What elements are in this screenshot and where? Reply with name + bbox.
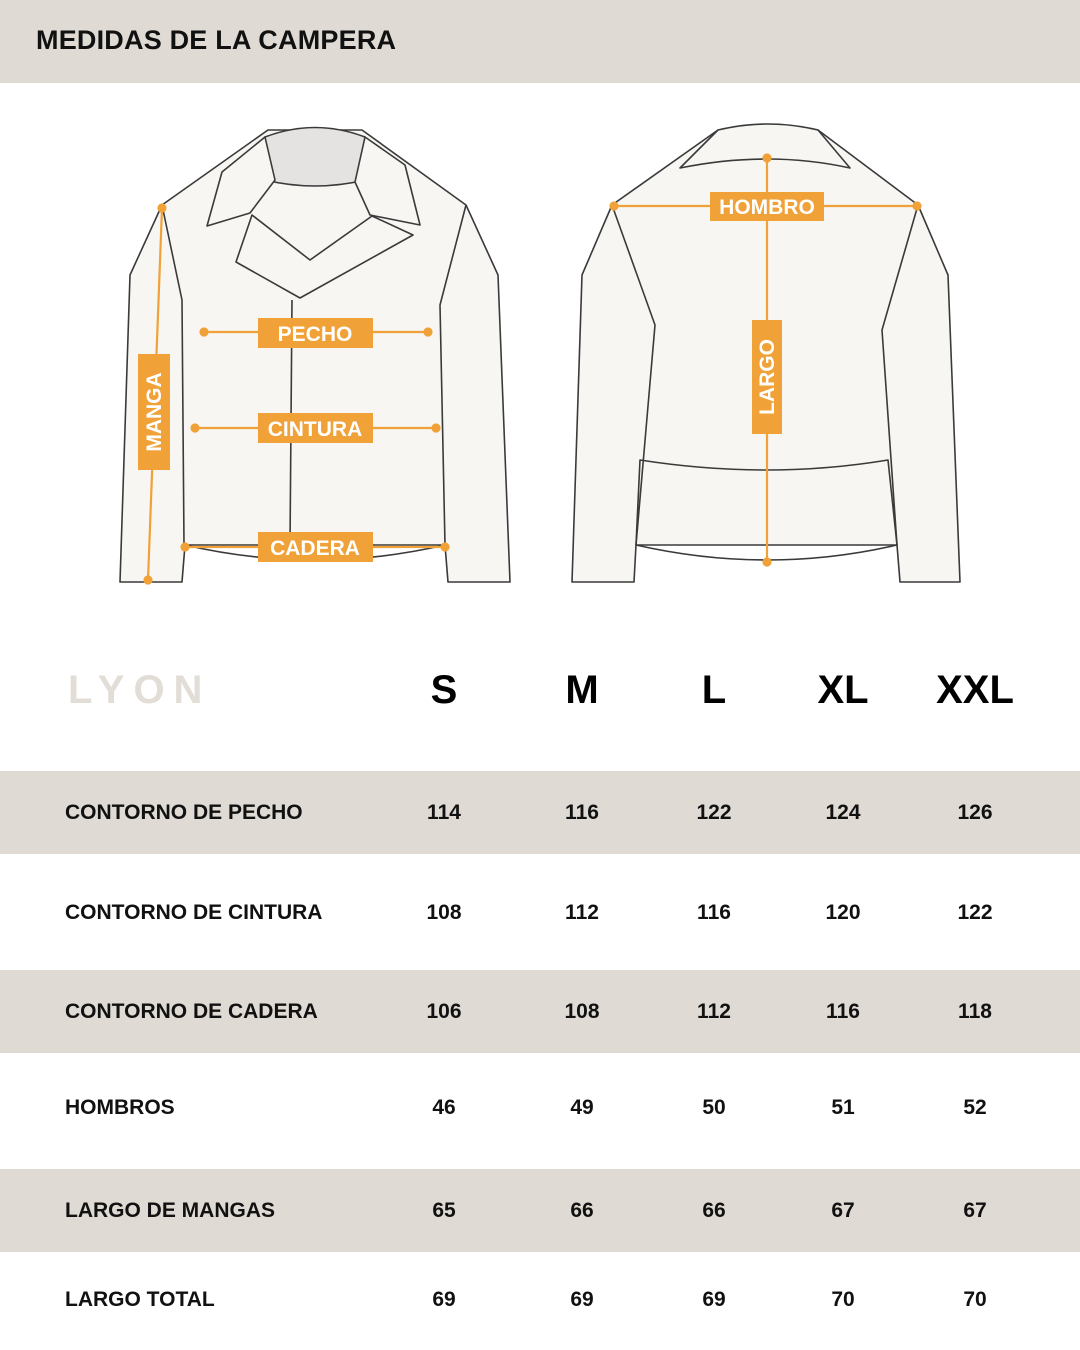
table-cell: 46 <box>432 1096 456 1119</box>
row-label: LARGO TOTAL <box>65 1288 215 1311</box>
table-cell: 70 <box>831 1288 855 1311</box>
table-cell: 116 <box>826 1000 860 1023</box>
front-jacket-body <box>120 130 510 582</box>
table-cell: 122 <box>696 801 732 824</box>
table-cell: 112 <box>565 901 599 924</box>
table-row <box>0 970 1080 1053</box>
table-cell: 120 <box>825 901 861 924</box>
table-cell: 114 <box>427 801 461 824</box>
size-header-l: L <box>701 668 727 712</box>
size-header-s: S <box>430 668 458 712</box>
table-row <box>0 1169 1080 1252</box>
table-cell: 108 <box>564 1000 600 1023</box>
table-cell: 108 <box>426 901 462 924</box>
table-cell: 69 <box>702 1288 726 1311</box>
table-row <box>0 1053 1080 1169</box>
label-hombro: HOMBRO <box>719 196 815 219</box>
table-cell: 116 <box>565 801 599 824</box>
label-manga: MANGA <box>143 372 166 452</box>
row-label: CONTORNO DE CADERA <box>65 1000 318 1023</box>
table-cell: 52 <box>963 1096 987 1119</box>
size-header-xl: XL <box>817 668 869 712</box>
table-cell: 66 <box>570 1199 594 1222</box>
table-cell: 67 <box>831 1199 855 1222</box>
table-cell: 69 <box>432 1288 456 1311</box>
table-cell: 67 <box>963 1199 987 1222</box>
table-cell: 66 <box>702 1199 726 1222</box>
table-row <box>0 854 1080 970</box>
table-cell: 126 <box>957 801 993 824</box>
table-cell: 69 <box>570 1288 594 1311</box>
row-label: CONTORNO DE CINTURA <box>65 901 323 924</box>
page-title: MEDIDAS DE LA CAMPERA <box>36 25 397 55</box>
label-largo: LARGO <box>756 339 779 415</box>
table-row <box>0 1252 1080 1350</box>
table-cell: 118 <box>958 1000 992 1023</box>
table-cell: 112 <box>697 1000 731 1023</box>
table-cell: 70 <box>963 1288 987 1311</box>
table-cell: 106 <box>426 1000 462 1023</box>
table-cell: 124 <box>825 801 861 824</box>
row-label: CONTORNO DE PECHO <box>65 801 303 824</box>
label-cadera: CADERA <box>270 537 360 560</box>
jacket-diagram <box>0 100 1080 600</box>
label-cintura: CINTURA <box>267 418 363 441</box>
front-jacket-neck <box>265 128 365 187</box>
size-header-xxl: XXL <box>936 668 1014 712</box>
header-bar <box>0 0 1080 83</box>
table-cell: 50 <box>702 1096 726 1119</box>
table-cell: 49 <box>570 1096 594 1119</box>
table-cell: 65 <box>432 1199 456 1222</box>
table-cell: 122 <box>957 901 993 924</box>
brand-name: LYON <box>68 668 212 712</box>
table-cell: 116 <box>697 901 731 924</box>
table-row <box>0 771 1080 854</box>
row-label: LARGO DE MANGAS <box>65 1199 275 1222</box>
row-label: HOMBROS <box>65 1096 175 1119</box>
label-pecho: PECHO <box>277 323 353 346</box>
table-cell: 51 <box>831 1096 855 1119</box>
size-header-m: M <box>565 668 599 712</box>
